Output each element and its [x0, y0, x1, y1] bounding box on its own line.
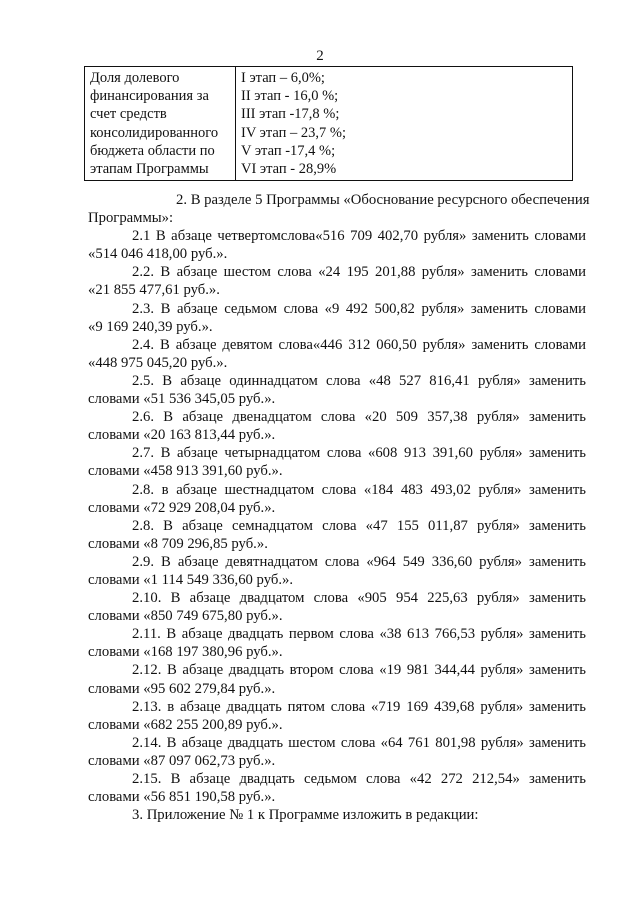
paragraph: [88, 263, 586, 299]
paragraph: [88, 625, 586, 661]
paragraph: [88, 191, 590, 227]
paragraph-line-2: словами «20 163 813,44 руб.».: [88, 427, 276, 444]
stage-line: V этап -17,4 %;: [241, 142, 336, 159]
paragraph-line-1: 2. В разделе 5 Программы «Обоснование ресурсного обеспечения: [176, 192, 590, 208]
paragraph-line-1: 2.11. В абзаце двадцать первом слова «38 613 766,53 рубля» заменить: [132, 626, 586, 643]
paragraph-line-1: 3. Приложение № 1 к Программе изложить в редакции:: [132, 807, 479, 824]
paragraph: [88, 300, 586, 336]
paragraph-line-2: словами «168 197 380,96 руб.».: [88, 644, 283, 661]
table-label-line: счет средств: [90, 106, 167, 123]
paragraph-line-1: 2.13. в абзаце двадцать пятом слова «719 169 439,68 рубля» заменить: [132, 698, 586, 715]
paragraph-line-2: «514 046 418,00 руб.».: [88, 246, 228, 263]
stage-line: VI этап - 28,9%: [241, 161, 337, 178]
table-label-line: бюджета области по: [90, 142, 215, 159]
table-label-line: консолидированного: [90, 124, 219, 141]
paragraph: [88, 734, 586, 770]
financing-table: [84, 66, 573, 181]
paragraph-line-2: словами «72 929 208,04 руб.».: [88, 499, 276, 516]
paragraph-line-2: словами «8 709 296,85 руб.».: [88, 535, 268, 552]
paragraph-line-1: 2.2. В абзаце шестом слова «24 195 201,88 рубля» заменить словами: [132, 264, 586, 281]
document-body: [88, 191, 590, 824]
stage-line: II этап - 16,0 %;: [241, 88, 339, 105]
paragraph-line-1: 2.3. В абзаце седьмом слова «9 492 500,82 рубля» заменить словами: [132, 300, 586, 317]
paragraph-line-1: 2.1 В абзаце четвертомслова«516 709 402,70 рубля» заменить словами: [132, 228, 586, 245]
paragraph: [88, 227, 586, 263]
paragraph: [88, 517, 586, 553]
paragraph-line-2: словами «95 602 279,84 руб.».: [88, 680, 276, 697]
paragraph-line-2: словами «87 097 062,73 руб.».: [88, 752, 276, 769]
paragraph-line-2: словами «51 536 345,05 руб.».: [88, 391, 276, 408]
stage-line: III этап -17,8 %;: [241, 106, 340, 123]
paragraph: [88, 806, 586, 824]
table-label-line: финансирования за: [90, 88, 209, 105]
paragraph-line-2: словами «56 851 190,58 руб.».: [88, 789, 276, 806]
paragraph-line-2: словами «458 913 391,60 руб.».: [88, 463, 283, 480]
paragraph-line-1: 2.8. в абзаце шестнадцатом слова «184 483 493,02 рубля» заменить: [132, 481, 586, 498]
table-label-line: этапам Программы: [90, 161, 209, 178]
paragraph-line-1: 2.15. В абзаце двадцать седьмом слова «42 272 212,54» заменить: [132, 771, 586, 787]
table-stages-cell: [236, 67, 573, 181]
paragraph: [88, 770, 586, 806]
paragraph-line-1: 2.7. В абзаце четырнадцатом слова «608 913 391,60 рубля» заменить: [132, 445, 586, 462]
paragraph-line-2: Программы»:: [88, 210, 174, 227]
paragraph-line-2: словами «850 749 675,80 руб.».: [88, 608, 283, 625]
paragraph: [88, 698, 586, 734]
paragraph: [88, 408, 586, 444]
paragraph-line-1: 2.12. В абзаце двадцать втором слова «19 981 344,44 рубля» заменить: [132, 662, 586, 679]
paragraph-line-2: «448 975 045,20 руб.».: [88, 354, 228, 371]
paragraph: [88, 481, 586, 517]
table-label-cell: [85, 67, 236, 181]
paragraph-line-2: словами «682 255 200,89 руб.».: [88, 716, 283, 733]
paragraph-line-1: 2.14. В абзаце двадцать шестом слова «64 761 801,98 рубля» заменить: [132, 734, 586, 751]
paragraph-line-1: 2.5. В абзаце одиннадцатом слова «48 527 816,41 рубля» заменить: [132, 372, 586, 389]
paragraph: [88, 336, 586, 372]
table-label-line: Доля долевого: [90, 70, 180, 86]
stage-line: I этап – 6,0%;: [241, 70, 325, 86]
paragraph: [88, 661, 586, 697]
paragraph: [88, 553, 586, 589]
stage-line: IV этап – 23,7 %;: [241, 124, 347, 141]
paragraph-line-2: «9 169 240,39 руб.».: [88, 318, 213, 335]
paragraph-line-1: 2.8. В абзаце семнадцатом слова «47 155 011,87 рубля» заменить: [132, 517, 586, 534]
paragraph-line-1: 2.9. В абзаце девятнадцатом слова «964 549 336,60 рубля» заменить: [132, 553, 586, 570]
paragraph-line-1: 2.10. В абзаце двадцатом слова «905 954 225,63 рубля» заменить: [132, 590, 586, 607]
paragraph: [88, 372, 586, 408]
paragraph-line-1: 2.6. В абзаце двенадцатом слова «20 509 357,38 рубля» заменить: [132, 409, 586, 426]
paragraph-line-2: словами «1 114 549 336,60 руб.».: [88, 571, 294, 588]
paragraph-line-1: 2.4. В абзаце девятом слова«446 312 060,50 рубля» заменить словами: [132, 336, 586, 353]
paragraph: [88, 444, 586, 480]
page-number: 2: [316, 48, 324, 64]
paragraph: [88, 589, 586, 625]
paragraph-line-2: «21 855 477,61 руб.».: [88, 282, 220, 299]
